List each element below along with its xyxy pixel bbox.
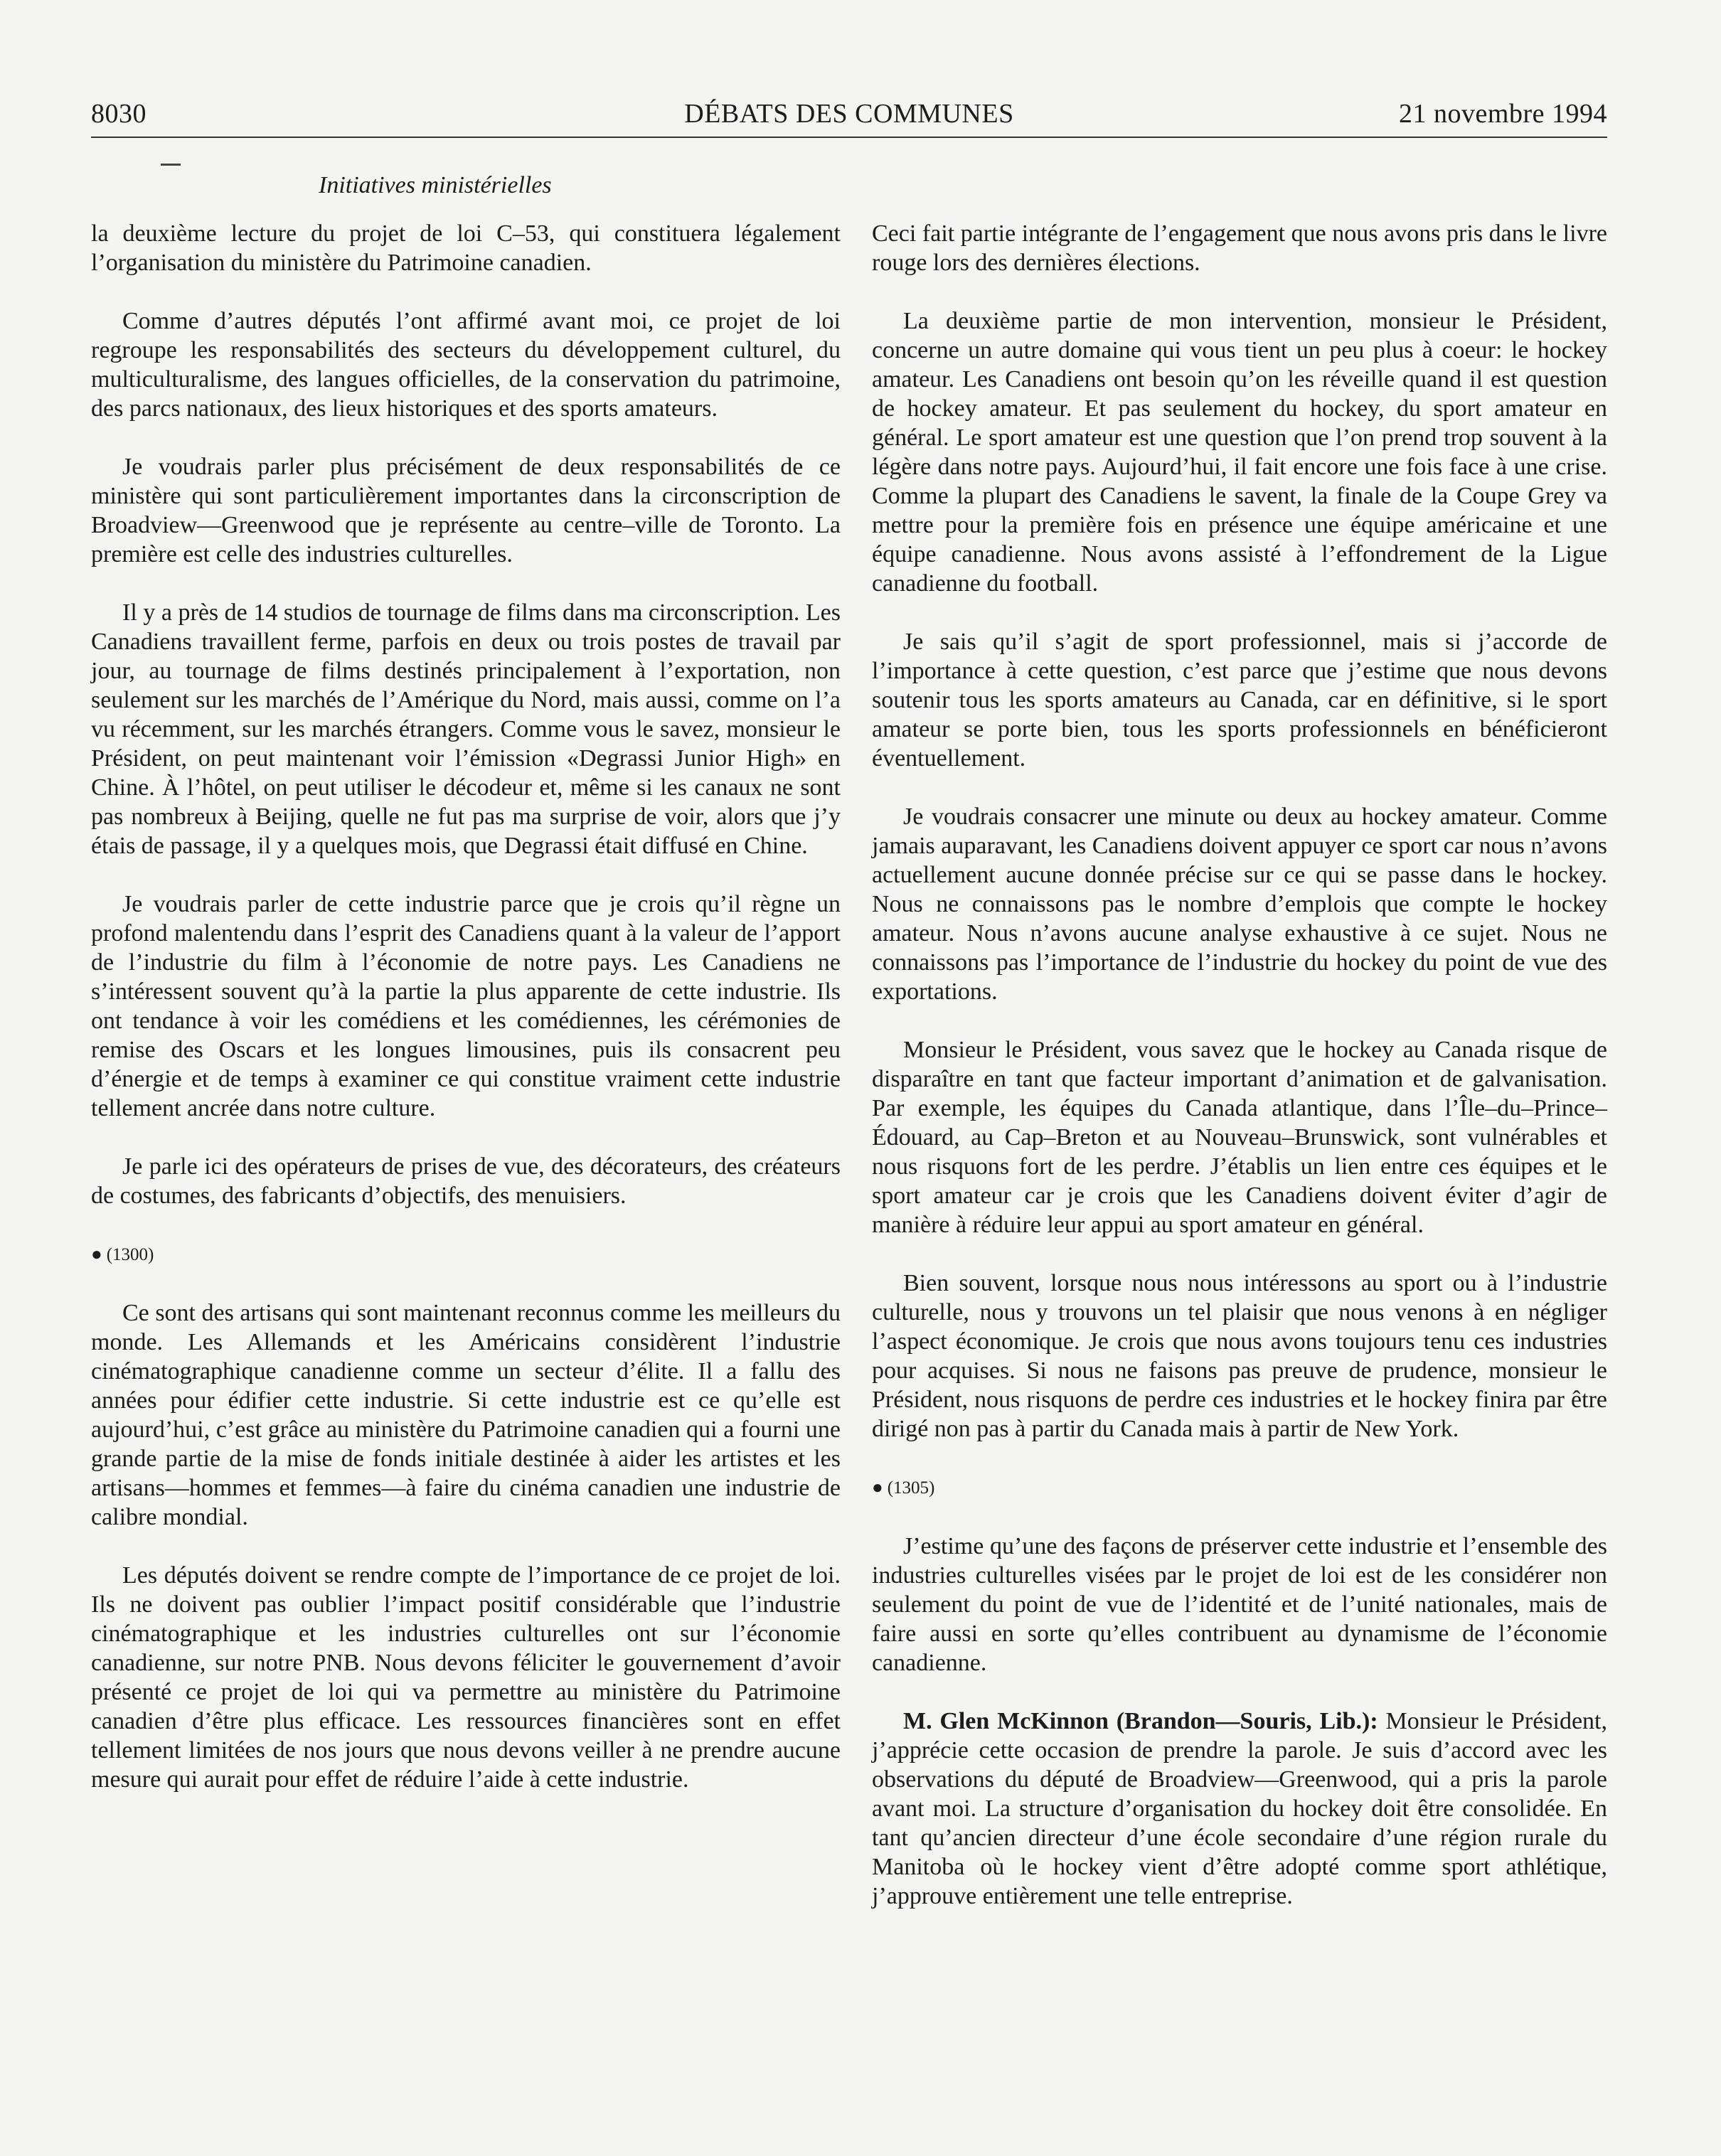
paragraph: Je voudrais consacrer une minute ou deux au hockey amateur. Comme jamais auparavant, les Canadiens doivent appuyer ce sport car nous n’avons actuellement aucune donnée précise sur ce qui se passe dans le hockey. Nous ne connaissons pas le nombre d’emplois que compte le hockey amateur. Nous n’avons aucune analyse exhaustive à ce sujet. Nous ne connaissons pas l’importance de l’industrie du hockey du point de vue des exportations. [872,804,1607,1005]
paragraph: Il y a près de 14 studios de tournage de films dans ma circonscription. Les Canadiens travaillent ferme, parfois en deux ou trois postes de travail par jour, au tournage de films destinés principalement à l’exportation, non seulement sur les marchés de l’Amérique du Nord, mais aussi, comme on l’a vu récemment, sur les marchés étrangers. Comme vous le savez, monsieur le Président, on peut maintenant voir l’émission «Degrassi Junior High» en Chine. À l’hôtel, on peut utiliser le décodeur et, même si les canaux ne sont pas nombreux à Beijing, quelle ne fut pas ma surprise de voir, alors que j’y étais de passage, il y a quelques mois, que Degrassi était diffusé en Chine. [91,599,841,859]
right-column [872,219,1607,1940]
paragraph: J’estime qu’une des façons de préserver cette industrie et l’ensemble des industries culturelles visées par le projet de loi est de les considérer non seulement du point de vue de l’identité et de l’unité nationales, mais de faire aussi en sorte qu’elles contribuent au dynamisme de l’économie canadienne. [872,1533,1607,1676]
paragraph: Ce sont des artisans qui sont maintenant reconnus comme les meilleurs du monde. Les Allemands et les Américains considèrent l’industrie cinématographique canadienne comme un secteur d’élite. Il a fallu des années pour édifier cette industrie. Si cette industrie est ce qu’elle est aujourd’hui, c’est grâce au ministère du Patrimoine canadien qui a fourni une grande partie de la mise de fonds initiale destinée à aider les artistes et les artisans—hommes et femmes—à faire du cinéma canadien une industrie de calibre mondial. [91,1300,841,1530]
paragraph: Les députés doivent se rendre compte de l’importance de ce projet de loi. Ils ne doivent pas oublier l’impact positif considérable que l’industrie cinématographique et les industries culturelles ont sur l’économie canadienne, sur notre PNB. Nous devons féliciter le gouvernement d’avoir présenté ce projet de loi qui va permettre au ministère du Patrimoine canadien d’être plus efficace. Les ressources financières sont en effet tellement limitées de nos jours que nous devons veiller à ne prendre aucune mesure qui aurait pour effet de réduire l’aide à cette industrie. [91,1562,841,1793]
page-header [91,98,1607,138]
time-marker [91,1239,841,1269]
paragraph: La deuxième partie de mon intervention, monsieur le Président, concerne un autre domaine qui vous tient un peu plus à coeur: le hockey amateur. Les Canadiens ont besoin qu’on les réveille quand il est question de hockey amateur. Et pas seulement du hockey, du sport amateur en général. Le sport amateur est une question que l’on prend trop souvent à la légère dans notre pays. Aujourd’hui, il fait encore une fois face à une crise. Comme la plupart des Canadiens le savent, la finale de la Coupe Grey va mettre pour la première fois en présence une équipe américaine et une équipe canadienne. Nous avons assisté à l’effondrement de la Ligue canadienne du football. [872,308,1607,597]
publication-date: 21 novembre 1994 [1399,99,1607,129]
page-number: 8030 [91,99,146,129]
speaker-name: M. Glen McKinnon (Brandon—Souris, Lib.): [903,1708,1378,1734]
header-rule [91,137,1607,138]
paragraph: Bien souvent, lorsque nous nous intéressons au sport ou à l’industrie culturelle, nous y trouvons un tel plaisir que nous venons à en négliger l’aspect économique. Je crois que nous avons toujours tenu ces industries pour acquises. Si nous ne faisons pas preuve de prudence, monsieur le Président, nous risquons de perdre ces industries et le hockey finira par être dirigé non pas à partir du Canada mais à partir de New York. [872,1270,1607,1442]
bullet-icon: ● [872,1477,883,1498]
paragraph: Monsieur le Président, vous savez que le hockey au Canada risque de disparaître en tant que facteur important d’animation et de galvanisation. Par exemple, les équipes du Canada atlantique, dans l’Île–du–Prince–Édouard, au Cap–Breton et au Nouveau–Brunswick, sont vulnérables et nous risquons fort de les perdre. J’établis un lien entre ces équipes et le sport amateur car je crois que les Canadiens doivent éviter d’agir de manière à réduire leur appui au sport amateur en général. [872,1037,1607,1238]
section-title: Initiatives ministérielles [319,172,552,198]
speech-text: Monsieur le Président, j’apprécie cette occasion de prendre la parole. Je suis d’accord avec les observations du député de Broadview—Greenwood, qui a pris la parole avant moi. La structure d’organisation du hockey doit être consolidée. En tant qu’ancien directeur d’une école secondaire d’une région rurale du Manitoba où le hockey vient d’être adopté comme sport athlétique, j’approuve entièrement une telle entreprise. [872,1708,1607,1909]
paragraph: Je voudrais parler de cette industrie parce que je crois qu’il règne un profond malentendu dans l’esprit des Canadiens quant à la valeur de l’apport de l’industrie du film à l’économie de notre pays. Les Canadiens ne s’intéressent souvent qu’à la partie la plus apparente de cette industrie. Ils ont tendance à voir les comédiens et les comédiennes, les cérémonies de remise des Oscars et les longues limousines, puis ils consacrent peu d’énergie et de temps à examiner ce qui constitue vraiment cette industrie tellement ancrée dans notre culture. [91,891,841,1121]
left-column [91,219,841,1823]
paragraph: Comme d’autres députés l’ont affirmé avant moi, ce projet de loi regroupe les responsabilités des secteurs du développement culturel, du multiculturalisme, des langues officielles, de la conservation du patrimoine, des parcs nationaux, des lieux historiques et des sports amateurs. [91,308,841,422]
time-marker [872,1473,1607,1503]
paragraph: Je parle ici des opérateurs de prises de vue, des décorateurs, des créateurs de costumes, des fabricants d’objectifs, des menuisiers. [91,1153,841,1209]
bullet-icon: ● [91,1244,102,1264]
paragraph: Je voudrais parler plus précisément de deux responsabilités de ce ministère qui sont particulièrement importantes dans la circonscription de Broadview—Greenwood que je représente au centre–ville de Toronto. La première est celle des industries culturelles. [91,454,841,567]
time-marker-text: (1300) [106,1245,154,1264]
time-marker-text: (1305) [887,1478,935,1498]
paragraph: la deuxième lecture du projet de loi C–53, qui constituera légalement l’organisation du ministère du Patrimoine canadien. [91,220,841,276]
paragraph: Je sais qu’il s’agit de sport professionnel, mais si j’accorde de l’importance à cette question, c’est parce que j’estime que nous devons soutenir tous les sports amateurs au Canada, car en définitive, si le sport amateur se porte bien, tous les sports professionnels en bénéficieront éventuellement. [872,629,1607,772]
paragraph: Ceci fait partie intégrante de l’engagement que nous avons pris dans le livre rouge lors des dernières élections. [872,220,1607,276]
publication-title: DÉBATS DES COMMUNES [684,99,1014,129]
speech-paragraph [872,1707,1607,1911]
margin-mark [161,164,181,166]
